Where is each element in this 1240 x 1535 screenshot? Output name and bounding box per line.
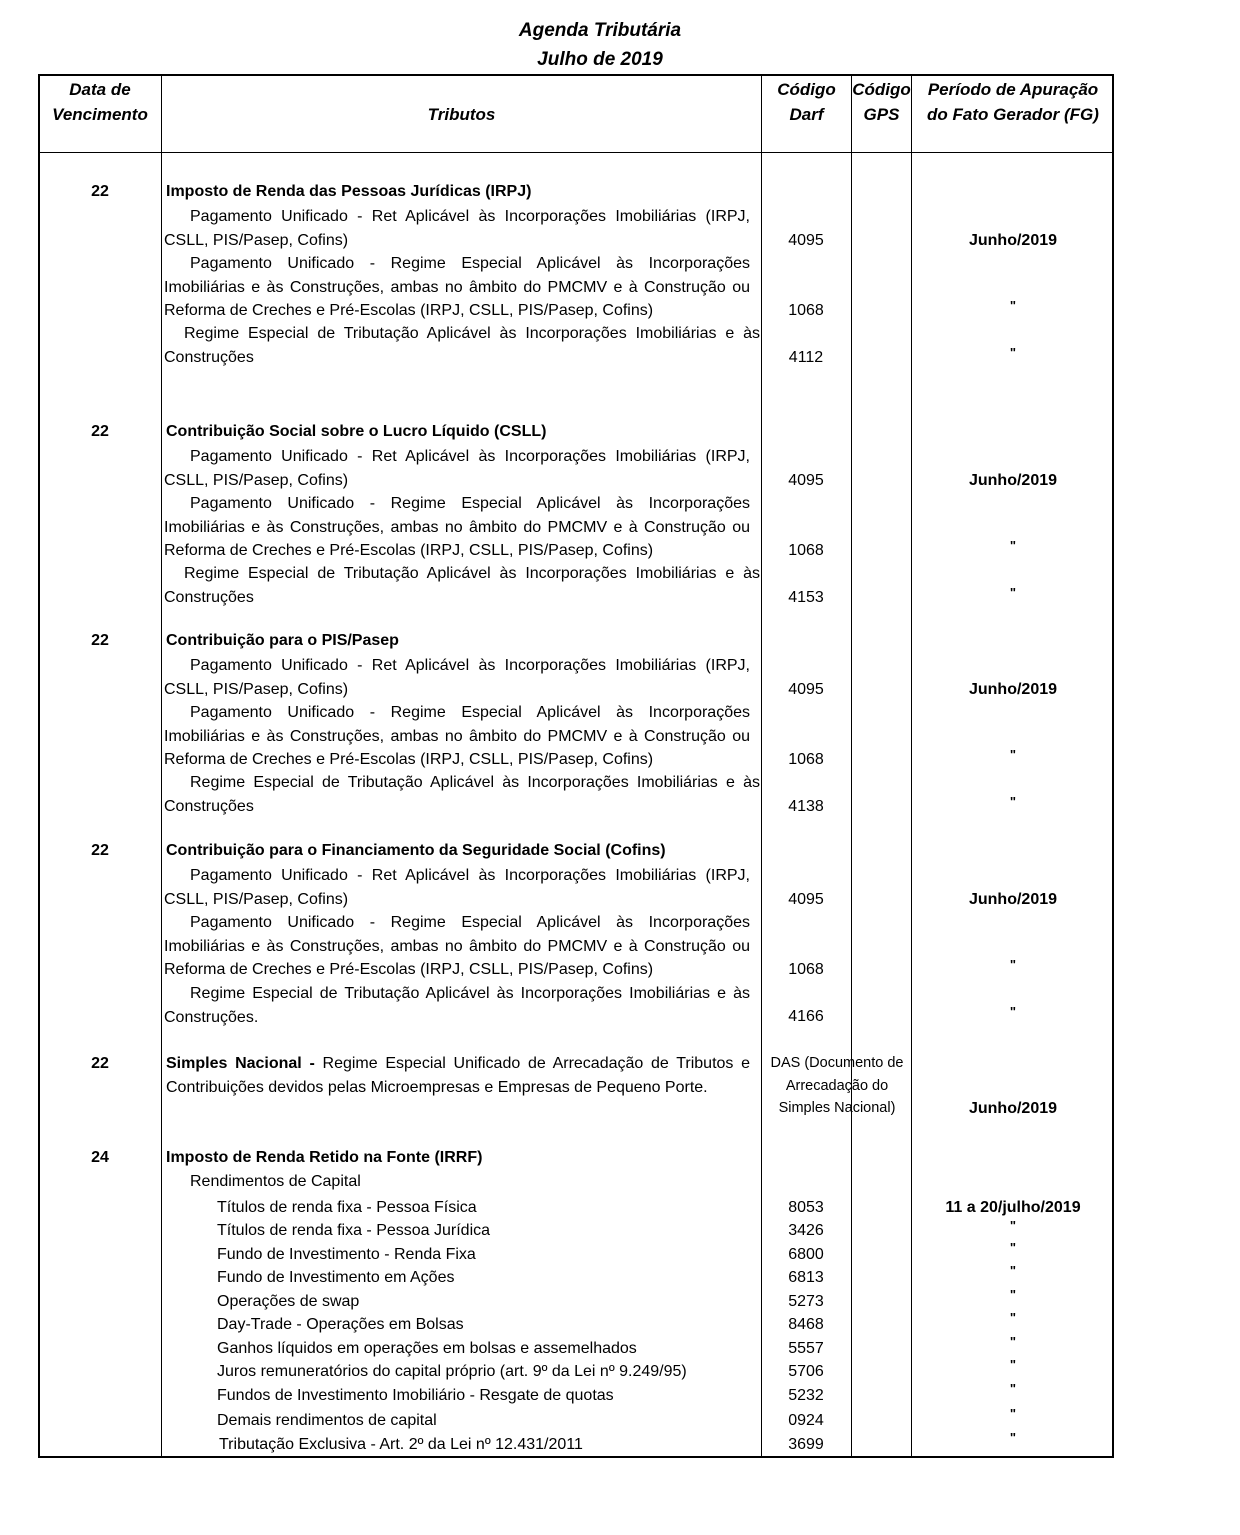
- darf-code: 4112: [788, 349, 824, 366]
- darf-code: 5273: [788, 1293, 824, 1310]
- ditto-mark: ": [1009, 1287, 1017, 1302]
- apuracao-period: Junho/2019: [968, 472, 1058, 489]
- tax-description: Regime Especial de Tributação Aplicável às Incorporações Imobiliárias e às Construções: [164, 774, 760, 815]
- irrf-item: Ganhos líquidos em operações em bolsas e assemelhados: [217, 1340, 637, 1357]
- darf-code: 4166: [788, 1008, 824, 1025]
- irrf-item: Operações de swap: [217, 1293, 360, 1310]
- ditto-mark: ": [1009, 747, 1017, 762]
- darf-code: 0924: [788, 1412, 824, 1429]
- darf-code: 3699: [788, 1436, 824, 1453]
- ditto-mark: ": [1009, 1310, 1017, 1325]
- apuracao-period: Junho/2019: [968, 891, 1058, 908]
- darf-code: 4095: [788, 891, 824, 908]
- irrf-item: Fundos de Investimento Imobiliário - Resgate de quotas: [217, 1387, 614, 1404]
- darf-code: 4153: [788, 589, 824, 606]
- tax-description: Regime Especial de Tributação Aplicável às Incorporações Imobiliárias e às Construções.: [164, 985, 750, 1026]
- ditto-mark: ": [1009, 1357, 1017, 1372]
- document-subtitle: Julho de 2019: [537, 49, 663, 70]
- ditto-mark: ": [1009, 957, 1017, 972]
- darf-code: 6800: [788, 1246, 824, 1263]
- irrf-item: Tributação Exclusiva - Art. 2º da Lei nº 12.431/2011: [219, 1436, 583, 1453]
- darf-code: 5232: [788, 1387, 824, 1404]
- ditto-mark: ": [1009, 1218, 1017, 1233]
- section-title-cofins: Contribuição para o Financiamento da Seguridade Social (Cofins): [166, 842, 666, 859]
- irrf-item: Day-Trade - Operações em Bolsas: [217, 1316, 464, 1333]
- document-title: Agenda Tributária: [518, 20, 682, 41]
- due-date: 22: [91, 183, 109, 200]
- darf-code: 1068: [788, 961, 824, 978]
- apuracao-period: Junho/2019: [968, 681, 1058, 698]
- ditto-mark: ": [1009, 298, 1017, 313]
- tax-description: Pagamento Unificado - Regime Especial Aplicável às Incorporações Imobiliárias e às Construções, ambas no âmbito do PMCMV e à Construção ou Reforma de Creches e Pré-Escolas (IRPJ, CSLL, PIS/Pasep, Cofins): [164, 255, 750, 319]
- ditto-mark: ": [1009, 538, 1017, 553]
- tax-description: Pagamento Unificado - Ret Aplicável às Incorporações Imobiliárias (IRPJ, CSLL, PIS/Pasep, Cofins): [164, 208, 750, 249]
- darf-code: 4095: [788, 472, 824, 489]
- due-date: 24: [91, 1149, 109, 1166]
- tax-description: Pagamento Unificado - Regime Especial Aplicável às Incorporações Imobiliárias e às Construções, ambas no âmbito do PMCMV e à Construção ou Reforma de Creches e Pré-Escolas (IRPJ, CSLL, PIS/Pasep, Cofins): [164, 495, 750, 559]
- header-divider: [38, 152, 1114, 153]
- tax-description: Pagamento Unificado - Regime Especial Aplicável às Incorporações Imobiliárias e às Construções, ambas no âmbito do PMCMV e à Construção ou Reforma de Creches e Pré-Escolas (IRPJ, CSLL, PIS/Pasep, Cofins): [164, 914, 750, 978]
- subsection-title: Rendimentos de Capital: [190, 1173, 361, 1190]
- tax-description: Regime Especial de Tributação Aplicável às Incorporações Imobiliárias e às Construções: [164, 325, 760, 366]
- ditto-mark: ": [1009, 1334, 1017, 1349]
- darf-code: 4095: [788, 681, 824, 698]
- apuracao-period: Junho/2019: [968, 232, 1058, 249]
- tax-description: Pagamento Unificado - Ret Aplicável às Incorporações Imobiliárias (IRPJ, CSLL, PIS/Pasep, Cofins): [164, 448, 750, 489]
- tax-description: Pagamento Unificado - Ret Aplicável às Incorporações Imobiliárias (IRPJ, CSLL, PIS/Pasep, Cofins): [164, 867, 750, 908]
- das-code: DAS (Documento de Arrecadação do Simples Nacional): [770, 1055, 904, 1116]
- column-divider: [911, 74, 912, 1458]
- ditto-mark: ": [1009, 1263, 1017, 1278]
- header-periodo: Período de Apuração do Fato Gerador (FG): [927, 80, 1099, 124]
- ditto-mark: ": [1009, 345, 1017, 360]
- ditto-mark: ": [1009, 1381, 1017, 1396]
- column-divider: [851, 74, 852, 1458]
- ditto-mark: ": [1009, 1406, 1017, 1421]
- header-tributos: Tributos: [427, 105, 496, 124]
- tax-description: Pagamento Unificado - Regime Especial Aplicável às Incorporações Imobiliárias e às Construções, ambas no âmbito do PMCMV e à Construção ou Reforma de Creches e Pré-Escolas (IRPJ, CSLL, PIS/Pasep, Cofins): [164, 704, 750, 768]
- section-title-irrf: Imposto de Renda Retido na Fonte (IRRF): [166, 1149, 483, 1166]
- ditto-mark: ": [1009, 585, 1017, 600]
- ditto-mark: ": [1009, 1240, 1017, 1255]
- simples-nacional-description: [166, 1052, 750, 1099]
- ditto-mark: ": [1009, 1430, 1017, 1445]
- apuracao-period: Junho/2019: [968, 1100, 1058, 1117]
- header-codigo-darf: Código Darf: [777, 80, 836, 124]
- header-codigo-gps: Código GPS: [852, 80, 911, 124]
- irrf-item: Fundo de Investimento - Renda Fixa: [217, 1246, 476, 1263]
- apuracao-period: 11 a 20/julho/2019: [945, 1199, 1081, 1216]
- due-date: 22: [91, 632, 109, 649]
- section-title-csll: Contribuição Social sobre o Lucro Líquido (CSLL): [166, 423, 547, 440]
- darf-code: 1068: [788, 751, 824, 768]
- tax-description: Regime Especial de Tributação Aplicável às Incorporações Imobiliárias e às Construções: [164, 565, 760, 606]
- simples-nacional-text: Regime Especial Unificado de Arrecadação de Tributos e Contribuições devidos pelas Microempresas e Empresas de Pequeno Porte.: [166, 1055, 751, 1096]
- due-date: 22: [91, 1055, 109, 1072]
- due-date: 22: [91, 423, 109, 440]
- darf-code: 4138: [788, 798, 824, 815]
- darf-code: 1068: [788, 542, 824, 559]
- irrf-item: Demais rendimentos de capital: [217, 1412, 437, 1429]
- darf-code: 5557: [788, 1340, 824, 1357]
- section-title-irpj: Imposto de Renda das Pessoas Jurídicas (IRPJ): [166, 183, 532, 200]
- darf-code: 8468: [788, 1316, 824, 1333]
- section-title-simples: Simples Nacional -: [166, 1055, 315, 1072]
- header-date: Data de Vencimento: [52, 80, 148, 124]
- darf-code: 8053: [788, 1199, 824, 1216]
- due-date: 22: [91, 842, 109, 859]
- ditto-mark: ": [1009, 794, 1017, 809]
- irrf-item: Títulos de renda fixa - Pessoa Física: [217, 1199, 477, 1216]
- irrf-item: Juros remuneratórios do capital próprio (art. 9º da Lei nº 9.249/95): [217, 1363, 687, 1380]
- darf-code: 1068: [788, 302, 824, 319]
- ditto-mark: ": [1009, 1004, 1017, 1019]
- section-title-pis: Contribuição para o PIS/Pasep: [166, 632, 399, 649]
- column-divider: [161, 74, 162, 1458]
- darf-code: 4095: [788, 232, 824, 249]
- irrf-item: Fundo de Investimento em Ações: [217, 1269, 455, 1286]
- darf-code: 6813: [788, 1269, 824, 1286]
- irrf-item: Títulos de renda fixa - Pessoa Jurídica: [217, 1222, 491, 1239]
- darf-code: 3426: [788, 1222, 824, 1239]
- tax-description: Pagamento Unificado - Ret Aplicável às Incorporações Imobiliárias (IRPJ, CSLL, PIS/Pasep, Cofins): [164, 657, 750, 698]
- darf-code: 5706: [788, 1363, 824, 1380]
